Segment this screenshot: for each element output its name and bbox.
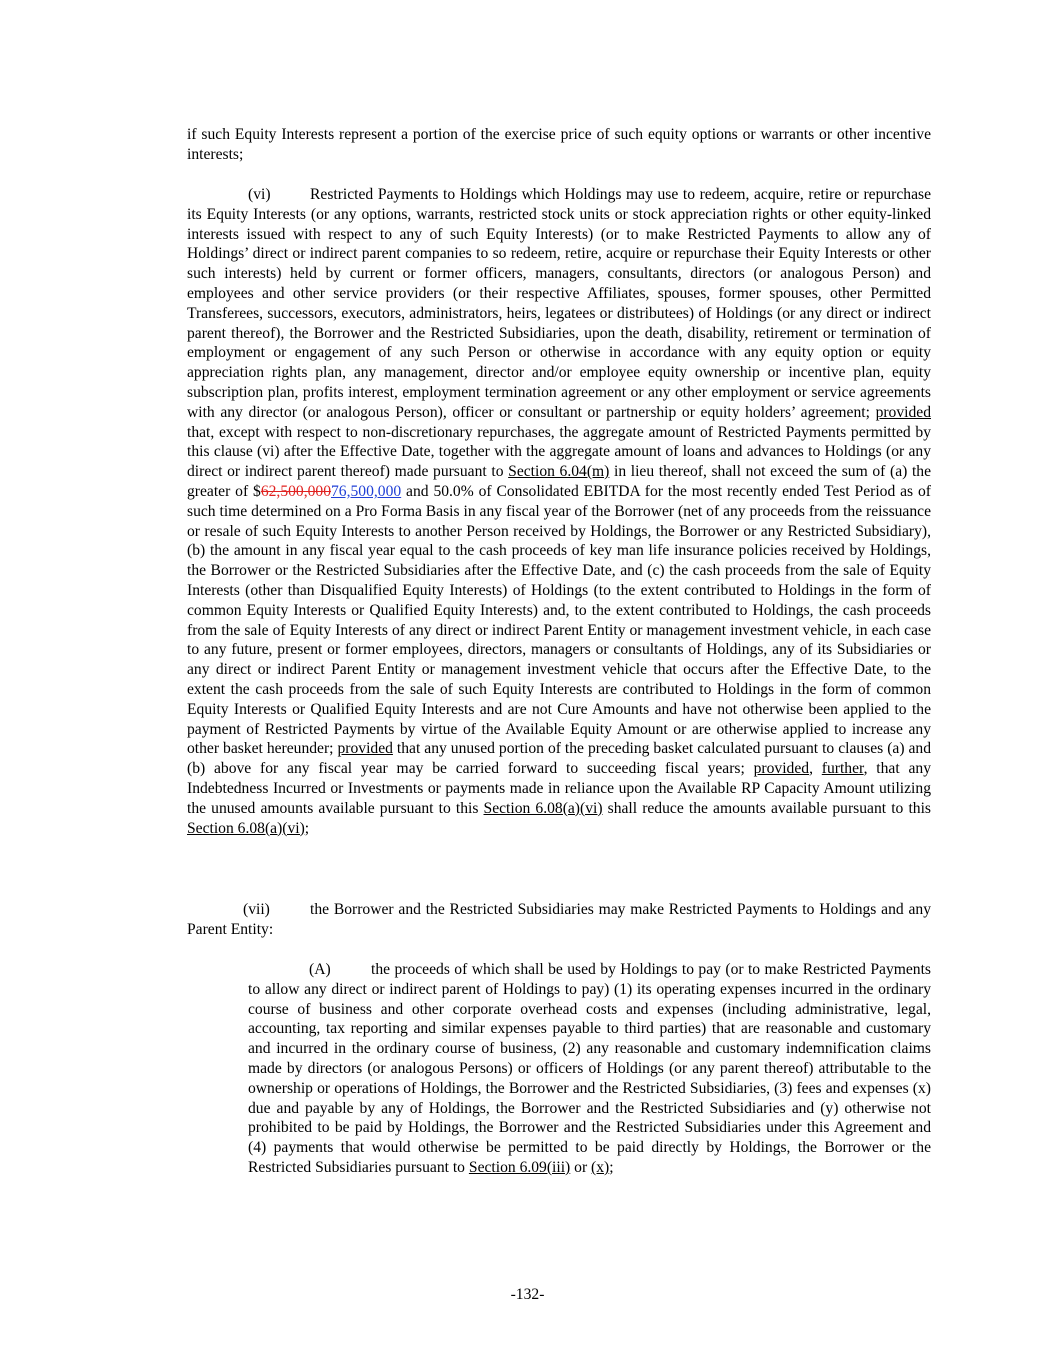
intro-text: if such Equity Interests represent a portion of the exercise price of such equity options or warrants or other incentive interests;: [187, 126, 931, 163]
page-number: -132-: [510, 1286, 545, 1303]
clause-vii-number: (vii): [243, 901, 270, 918]
provided-term: provided: [337, 740, 393, 758]
clause-vii-text: the Borrower and the Restricted Subsidiaries may make Restricted Payments to Holdings and any Parent Entity:: [187, 901, 931, 938]
deleted-amount: 62,500,000: [260, 482, 331, 500]
clause-vi-text-8: ;: [304, 819, 310, 837]
inserted-amount: 76,500,000: [331, 482, 402, 500]
clause-vi-text-3: in lieu thereof, shall not exceed the sum of (a) the greater of $: [187, 463, 931, 500]
or-word: or: [570, 1158, 592, 1176]
clause-vi-text-1: Restricted Payments to Holdings which Holdings may use to redeem, acquire, retire or repurchase its Equity Interests (or any options, warrants, restricted stock units or stock appreciation rights or other equity-linked interests issued with respect to any of such Equity Interests) (or to make Restricted Payments to allow any of Holdings’ direct or indirect parent companies to so redeem, retire, acquire or repurchase their Equity Interests or other such interests) held by current or former officers, managers, consultants, directors (or analogous Person) and employees and other service providers (or their respective Affiliates, spouses, former spouses, other Permitted Transferees, successors, executors, administrators, heirs, legatees or distributees) of Holdings (or any direct or indirect parent thereof), the Borrower and the Restricted Subsidiaries, upon the death, disability, retirement or termination of employment or engagement of any such Person or otherwise in accordance with any equity option or equity appreciation rights plan, any management, director and/or employee equity ownership or incentive plan, equity subscription plan, profits interest, employment termination agreement or any other employment or service agreements with any director (or analogous Person), officer or consultant or partnership or equity holders’ agreement;: [187, 186, 931, 421]
section-ref-6-08-a-vi: Section 6.08(a)(vi): [483, 799, 603, 817]
clause-vi-text-5: that any unused portion of the preceding basket calculated pursuant to clauses (a) and (b) above for any fiscal year may be carried forward to succeeding fiscal years;: [187, 740, 932, 778]
further-term: further: [821, 760, 864, 778]
comma: ,: [809, 760, 822, 778]
section-ref-x: (x): [591, 1158, 610, 1176]
subclause-a-text-1: the proceeds of which shall be used by Holdings to pay (or to make Restricted Payments to allow any direct or indirect parent of Holdings to pay) (1) its operating expenses incurred in the ordinary course of business and other corporate overhead costs and expenses (including administrative, legal, accounting, tax reporting and similar expenses payable to third parties) that are reasonable and customary and incurred in the ordinary course of business, (2) any reasonable and customary indemnification claims made by directors (or analogous Persons) or officers of Holdings (or any parent thereof) attributable to the ownership or operations of Holdings, the Borrower and the Restricted Subsidiaries, (3) fees and expenses (x) due and payable by any of Holdings, the Borrower and the Restricted Subsidiaries and (y) otherwise not prohibited to be paid by Holdings, the Borrower and the Restricted Subsidiaries under this Agreement and (4) payments that would otherwise be permitted to be paid directly by Holdings, the Borrower or the Restricted Subsidiaries pursuant to: [248, 961, 931, 1176]
clause-vi-number: (vi): [248, 186, 271, 203]
section-ref-6-09-iii: Section 6.09(iii): [468, 1158, 571, 1176]
intro-paragraph: [187, 125, 931, 165]
clause-vi-paragraph: [187, 185, 931, 838]
section-ref-6-04-m: Section 6.04(m): [508, 463, 610, 481]
clause-vi-text-4: and 50.0% of Consolidated EBITDA for the most recently ended Test Period as of such time determined on a Pro Forma Basis in any fiscal year of the Borrower (net of any proceeds from the reissuance or resale of such Equity Interests to another Person received by Holdings, the Borrower or any Restricted Subsidiary), (b) the amount in any fiscal year equal to the cash proceeds of key man life insurance policies received by Holdings, the Borrower or the Restricted Subsidiaries after the Effective Date, and (c) the cash proceeds from the sale of Equity Interests (other than Disqualified Equity Interests) of Holdings (to the extent contributed to Holdings in the form of common Equity Interests or Qualified Equity Interests) and, to the extent contributed to Holdings, the cash proceeds from the sale of Equity Interests of any direct or indirect Parent Entity or management investment vehicle, in each case to any future, present or former employees, directors, managers or consultants of Holdings, any of its Subsidiaries or any direct or indirect Parent Entity or management investment vehicle that occurs after the Effective Date, to the extent the cash proceeds from the sale of such Equity Interests are contributed to Holdings in the form of common Equity Interests or Qualified Equity Interests and are not Cure Amounts and have not otherwise been applied to the payment of Restricted Payments by virtue of the Available Equity Amount or are otherwise applied to increase any other basket hereunder;: [187, 482, 931, 758]
clause-vii-paragraph: [187, 900, 931, 940]
subclause-a-paragraph: [248, 960, 931, 1178]
clause-vi-text-6: , that any Indebtedness Incurred or Investments or payments made in reliance upon the Available RP Capacity Amount utilizing the unused amounts available pursuant to this: [187, 760, 932, 817]
provided-term: provided: [753, 760, 810, 778]
clause-vi-text-7: shall reduce the amounts available pursuant to this: [602, 799, 931, 817]
subclause-a-text-2: ;: [609, 1158, 614, 1176]
section-ref-6-08-a-vi: Section 6.08(a)(vi): [187, 819, 305, 837]
provided-term: provided: [875, 403, 931, 421]
subclause-a-number: (A): [309, 961, 331, 978]
clause-vi-text-2: that, except with respect to non-discretionary repurchases, the aggregate amount of Restricted Payments permitted by this clause (vi) after the Effective Date, together with the aggregate amount of loans and advances to Holdings (or any direct or indirect parent thereof) made pursuant to: [187, 423, 931, 481]
